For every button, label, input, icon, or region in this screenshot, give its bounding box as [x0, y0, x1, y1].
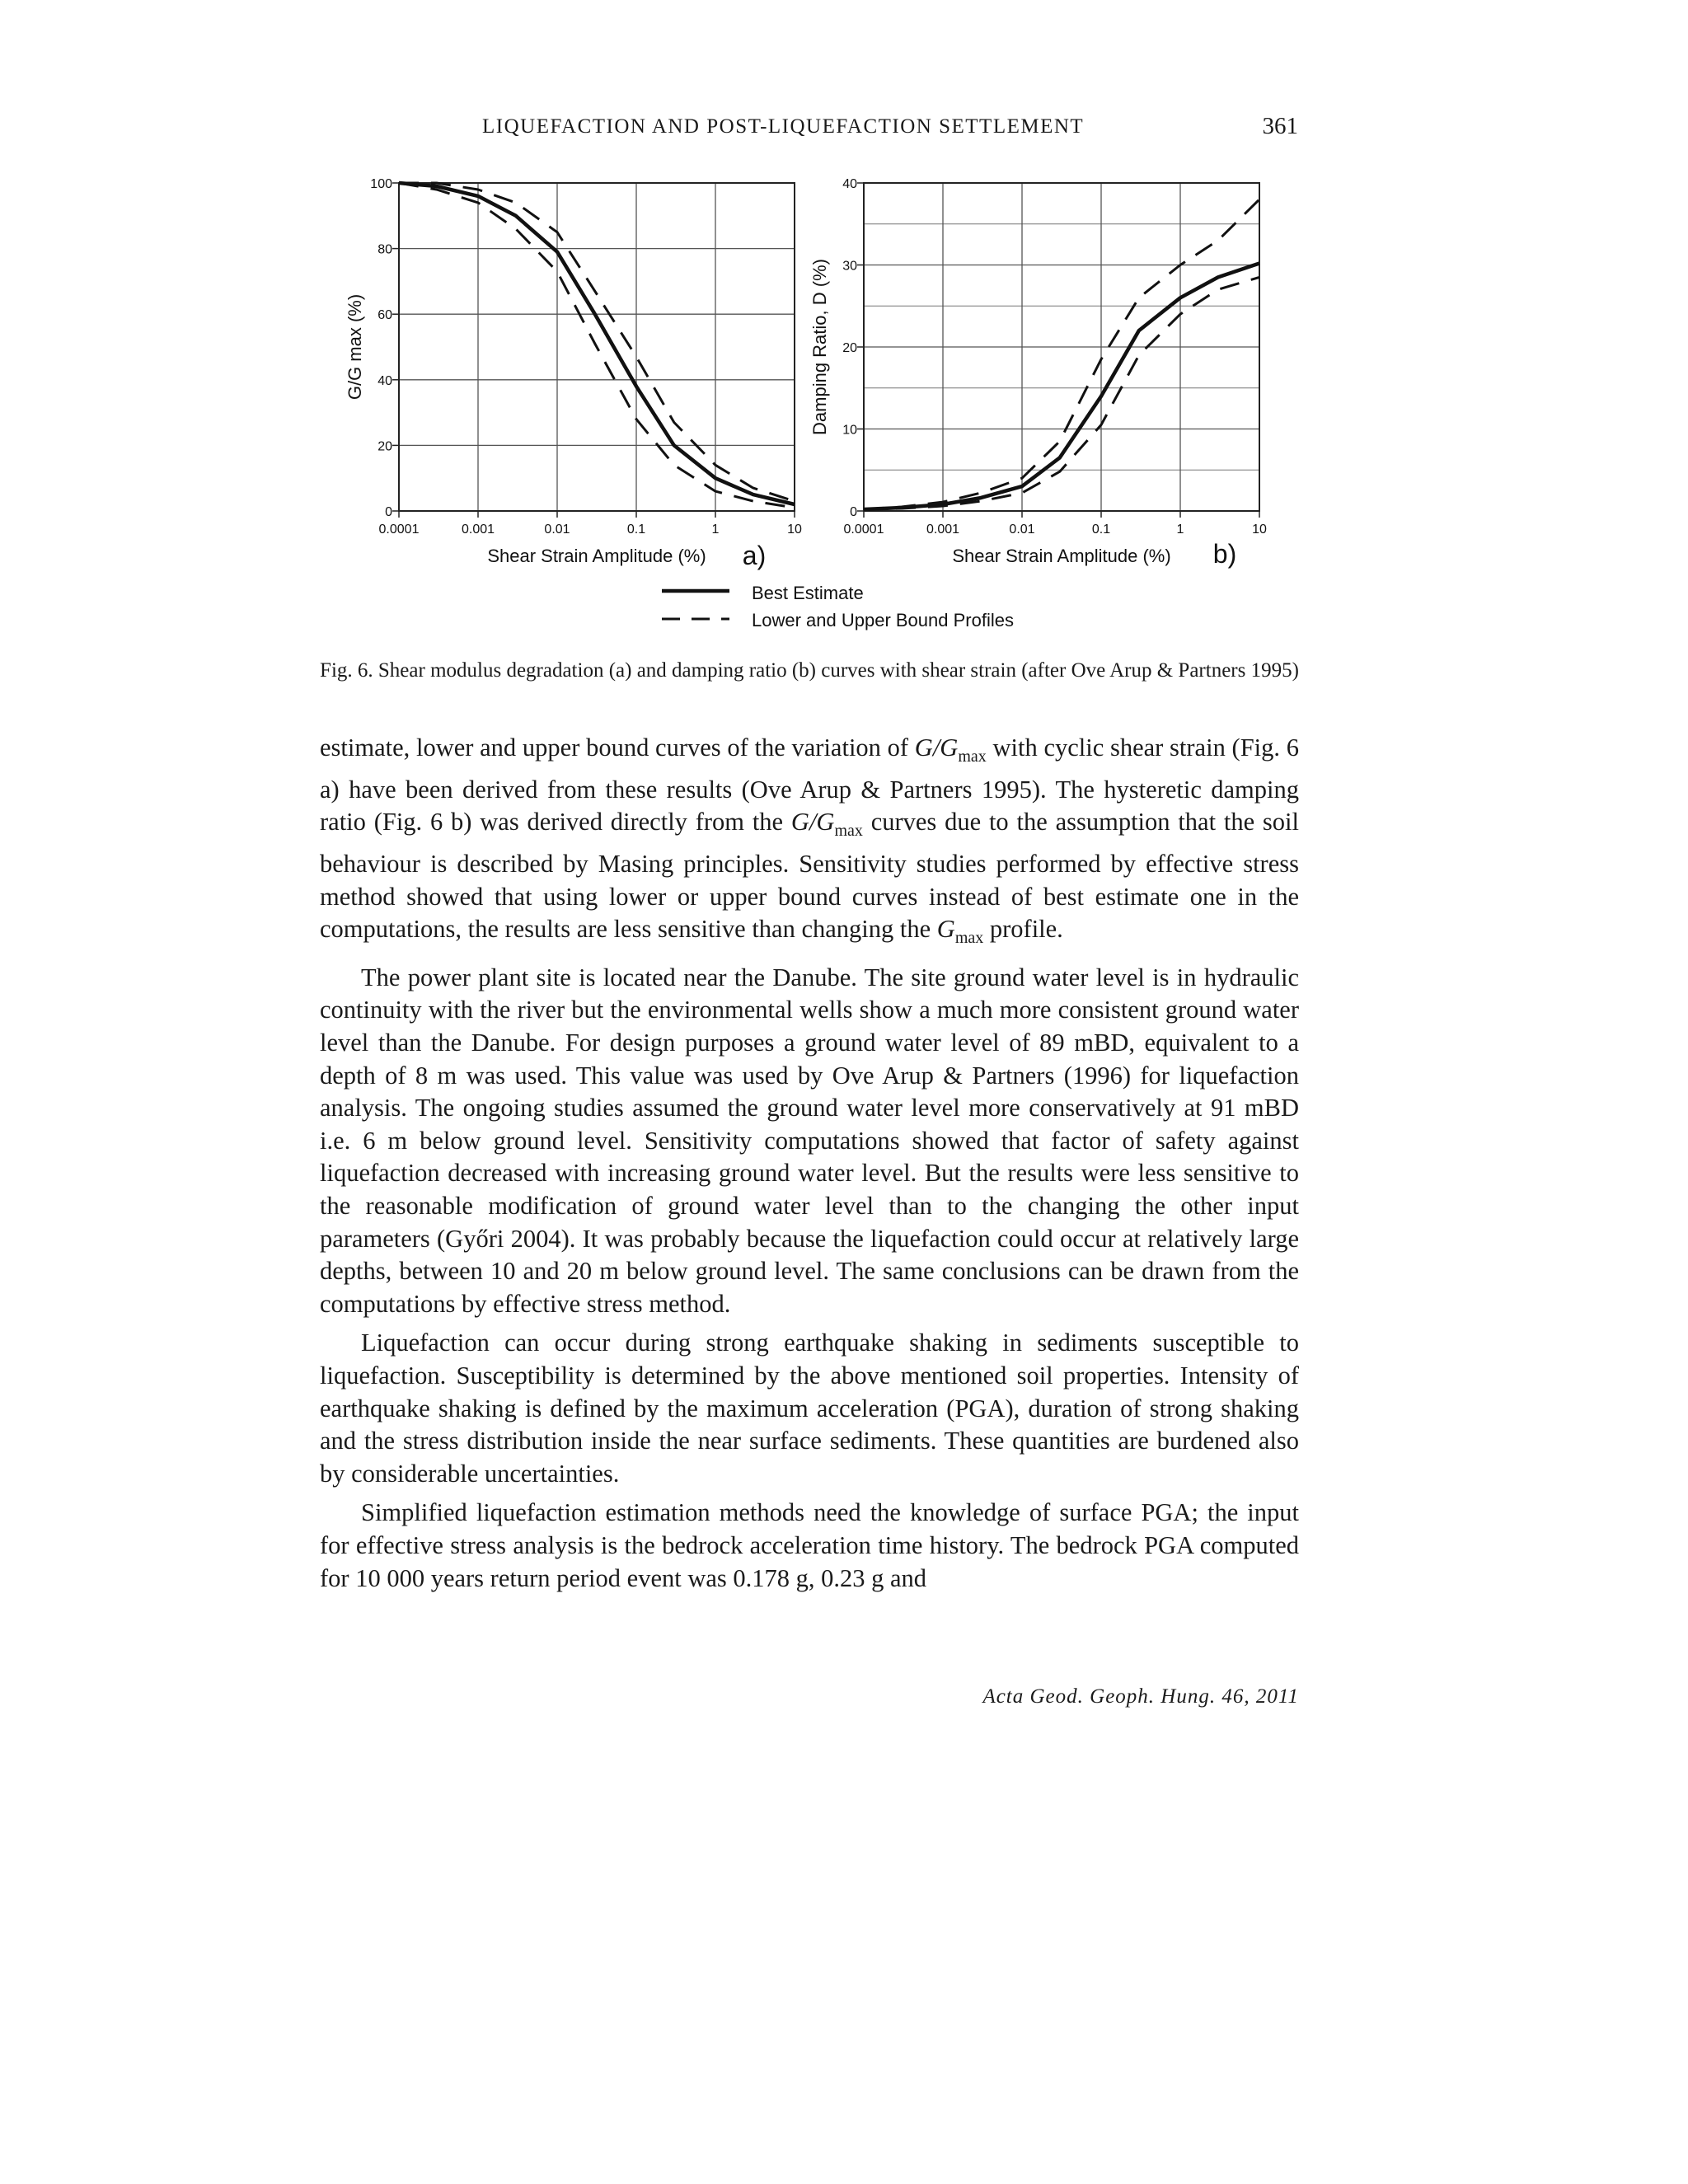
- x-axis-label: Shear Strain Amplitude (%): [952, 546, 1171, 566]
- x-tick-label: 0.01: [544, 523, 570, 537]
- panel-label: b): [1212, 539, 1237, 569]
- x-tick-label: 0.001: [926, 523, 960, 537]
- figure-caption: Fig. 6. Shear modulus degradation (a) and damping ratio (b) curves with shear strain (after Ove Arup & Partners 1995): [320, 659, 1299, 682]
- sym-g: G: [914, 733, 933, 762]
- series-line-dashed: [399, 183, 795, 508]
- y-tick-label: 80: [377, 242, 392, 257]
- sym-max: max: [834, 822, 863, 841]
- x-tick-label: 0.001: [461, 523, 495, 537]
- x-axis-label: Shear Strain Amplitude (%): [487, 546, 706, 566]
- journal-footer: Acta Geod. Geoph. Hung. 46, 2011: [982, 1685, 1299, 1708]
- page-number: 361: [1262, 113, 1298, 139]
- sym-g: G: [940, 733, 959, 762]
- x-tick-label: 1: [711, 523, 720, 537]
- y-tick-label: 40: [377, 373, 392, 388]
- x-tick-label: 1: [1176, 523, 1184, 537]
- paragraph-4: Simplified liquefaction estimation methods need the knowledge of surface PGA; the input for effective stress analysis is the bedrock acceleration time history. The bedrock PGA computed for 10 000 years return period event was 0.178 g, 0.23 g and: [320, 1498, 1299, 1592]
- p1-text-2: with cyclic shear strain (Fig. 6 a) have been derived from these results (Ove Arup & Partners 1995). The hysteretic damping ratio (Fig. 6 b) was derived directly from the: [320, 733, 1299, 837]
- y-axis-label: Damping Ratio, D (%): [809, 259, 830, 435]
- y-axis-label: G/G max (%): [345, 293, 365, 401]
- running-title: LIQUEFACTION AND POST-LIQUEFACTION SETTLEMENT: [482, 115, 1085, 138]
- panel-label: a): [742, 541, 767, 570]
- p1-text-4: profile.: [983, 915, 1063, 944]
- x-tick-label: 0.1: [1091, 523, 1111, 537]
- y-tick-label: 0: [385, 505, 392, 519]
- series-line-dashed: [864, 277, 1259, 509]
- x-tick-label: 10: [1252, 523, 1267, 537]
- series-line-solid: [399, 183, 795, 504]
- legend-solid-label: Best Estimate: [752, 583, 864, 603]
- y-tick-label: 30: [842, 259, 857, 274]
- math-g-over-gmax-2: G/G: [790, 808, 835, 837]
- sym-g: G: [816, 808, 835, 837]
- paragraph-3: Liquefaction can occur during strong earthquake shaking in sediments susceptible to liquefaction. Susceptibility is determined by the above mentioned soil properties. Intensity of earthquake shaking is defined by the maximum acceleration (PGA), duration of strong shaking and the stress distribution inside the near surface sediments. These quantities are burdened also by considerable uncertainties.: [320, 1329, 1299, 1488]
- y-tick-label: 40: [842, 177, 857, 191]
- chart-panel-b: [809, 177, 1267, 569]
- x-tick-label: 0.0001: [378, 523, 420, 537]
- series-line-dashed: [864, 199, 1259, 509]
- y-tick-label: 100: [370, 177, 392, 191]
- y-tick-label: 20: [842, 341, 857, 355]
- series-line-dashed: [399, 183, 795, 501]
- y-tick-label: 10: [842, 423, 857, 438]
- y-tick-label: 20: [377, 439, 392, 454]
- chart-panel-a: [345, 177, 802, 570]
- x-tick-label: 0.0001: [843, 523, 884, 537]
- sym-max: max: [958, 748, 987, 766]
- x-tick-label: 0.1: [626, 523, 646, 537]
- x-tick-label: 10: [787, 523, 802, 537]
- sym-g: G: [790, 808, 809, 837]
- sym-g: G: [936, 915, 955, 944]
- y-tick-label: 0: [850, 505, 857, 519]
- sym-max: max: [954, 929, 984, 948]
- paragraph-1: [320, 732, 1299, 955]
- figure-6: [0, 0, 1688, 659]
- p1-text-1: estimate, lower and upper bound curves of the variation of: [320, 733, 915, 762]
- math-g-over-gmax-1: G/G: [914, 733, 959, 762]
- legend-dashed-label: Lower and Upper Bound Profiles: [752, 610, 1014, 630]
- body-text: [320, 732, 1299, 1601]
- figure-legend: [662, 583, 1014, 630]
- paragraph-2: The power plant site is located near the Danube. The site ground water level is in hydraulic continuity with the river but the environmental wells show a much more consistent ground water level than the Danube. For design purposes a ground water level of 89 mBD, equivalent to a depth of 8 m was used. This value was used by Ove Arup & Partners (1996) for liquefaction analysis. The ongoing studies assumed the ground water level more conservatively at 91 mBD i.e. 6 m below ground level. Sensitivity computations showed that factor of safety against liquefaction decreased with increasing ground water level. But the results were less sensitive to the reasonable modification of ground water level than to the changing the other input parameters (Győri 2004). It was probably because the liquefaction could occur at relatively large depths, between 10 and 20 m below ground level. The same conclusions can be drawn from the computations by effective stress method.: [320, 963, 1299, 1318]
- x-tick-label: 0.01: [1009, 523, 1035, 537]
- p1-text-3: curves due to the assumption that the soil behaviour is described by Masing principles. Sensitivity studies performed by effective stress method showed that using lower or upper bound curves instead of best estimate one in the computations, the results are less sensitive than changing the: [320, 808, 1300, 944]
- y-tick-label: 60: [377, 308, 392, 323]
